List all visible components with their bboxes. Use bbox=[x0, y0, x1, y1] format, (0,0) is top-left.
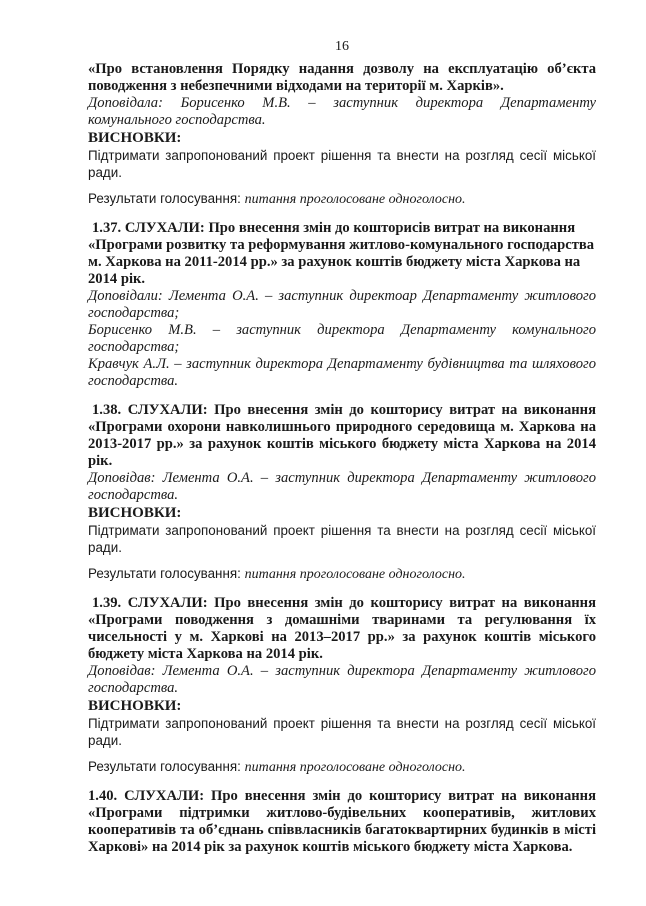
agenda-item-1-37 bbox=[88, 220, 596, 390]
intro-conclusions-label: ВИСНОВКИ: bbox=[88, 130, 182, 146]
item-number: 1.38. bbox=[92, 402, 122, 418]
item-title bbox=[88, 595, 596, 663]
item-title bbox=[88, 788, 596, 856]
heard-label: СЛУХАЛИ: bbox=[127, 402, 208, 418]
intro-conclusion-text: Підтримати запропонований проект рішення та внести на розгляд сесії міської ради. bbox=[88, 148, 596, 180]
heard-label: СЛУХАЛИ: bbox=[124, 788, 205, 804]
vote-results bbox=[88, 565, 596, 583]
item-number: 1.37. bbox=[92, 220, 122, 236]
intro-title: «Про встановлення Порядку надання дозволу на експлуатацію об’єкта поводження з небезпечними відходами на території м. Харків». bbox=[88, 61, 596, 94]
item-title-text: Про внесення змін до кошторису витрат на виконання «Програми поводження з домашніми тваринами та регулювання їх чисельності у м. Харкові на 2013–2017 рр.» за рахунок коштів міського бюджету міста Харкова на 2014 рік. bbox=[88, 595, 596, 662]
speaker-entry: Кравчук А.Л. – заступник директора Департаменту будівництва та шляхового господарства. bbox=[88, 356, 596, 389]
item-speaker: Доповідав: Лемента О.А. – заступник директора Департаменту житлового господарства. bbox=[88, 470, 596, 503]
conclusions-label: ВИСНОВКИ: bbox=[88, 505, 182, 521]
item-number: 1.40. bbox=[88, 788, 118, 804]
agenda-item-1-38 bbox=[88, 402, 596, 583]
item-title-line2: «Програми розвитку та реформування житлово-комунального господарства bbox=[88, 237, 595, 253]
votes-label: Результати голосування: bbox=[88, 191, 241, 206]
document-page bbox=[88, 38, 596, 856]
votes-label: Результати голосування: bbox=[88, 759, 241, 774]
item-speaker: Доповідав: Лемента О.А. – заступник директора Департаменту житлового господарства. bbox=[88, 663, 596, 696]
intro-votes bbox=[88, 190, 596, 208]
votes-value: питання проголосоване одноголосно. bbox=[244, 192, 466, 207]
item-title-line1: Про внесення змін до кошторисів витрат на виконання bbox=[208, 220, 576, 236]
agenda-item-1-39 bbox=[88, 595, 596, 776]
item-title bbox=[88, 220, 596, 288]
intro-section bbox=[88, 61, 596, 208]
conclusion-text: Підтримати запропонований проект рішення та внести на розгляд сесії міської ради. bbox=[88, 716, 596, 748]
page-number: 16 bbox=[335, 39, 349, 54]
conclusions-label: ВИСНОВКИ: bbox=[88, 698, 182, 714]
item-title bbox=[88, 402, 596, 470]
heard-label: СЛУХАЛИ: bbox=[124, 220, 205, 236]
votes-value: питання проголосоване одноголосно. bbox=[244, 760, 466, 775]
item-title-line3: м. Харкова на 2011-2014 рр.» за рахунок коштів бюджету міста Харкова на 2014 рік. bbox=[88, 254, 581, 287]
votes-label: Результати голосування: bbox=[88, 566, 241, 581]
heard-label: СЛУХАЛИ: bbox=[127, 595, 208, 611]
agenda-item-1-40 bbox=[88, 788, 596, 856]
item-title-text: Про внесення змін до кошторису витрат на виконання «Програми підтримки житлово-будівельних кооперативів, житлових кооперативів та об’єднань співвласників багатоквартирних будинків в місті Харкові» на 2014 рік за рахунок коштів міського бюджету міста Харкова. bbox=[88, 788, 596, 855]
conclusion-text: Підтримати запропонований проект рішення та внести на розгляд сесії міської ради. bbox=[88, 523, 596, 555]
votes-value: питання проголосоване одноголосно. bbox=[244, 567, 466, 582]
speaker-entry: Доповідали: Лемента О.А. – заступник директоар Департаменту житлового господарства; bbox=[88, 288, 596, 321]
item-number: 1.39. bbox=[92, 595, 122, 611]
speaker-entry: Борисенко М.В. – заступник директора Департаменту комунального господарства; bbox=[88, 322, 596, 355]
intro-speaker: Доповідала: Борисенко М.В. – заступник директора Департаменту комунального господарства. bbox=[88, 95, 596, 128]
vote-results bbox=[88, 758, 596, 776]
item-title-text: Про внесення змін до кошторису витрат на виконання «Програми охорони навколишнього природного середовища м. Харкова на 2013-2017 рр.» за рахунок коштів міського бюджету міста Харкова на 2014 рік. bbox=[88, 402, 596, 469]
